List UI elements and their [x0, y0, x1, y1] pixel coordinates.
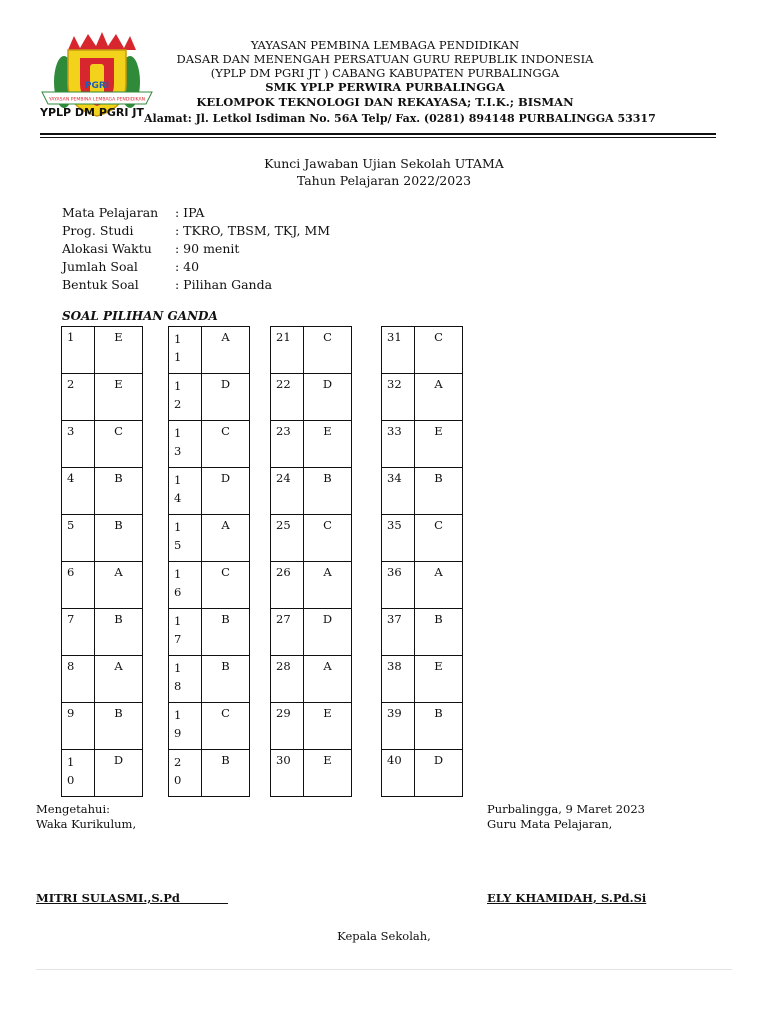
- question-number: 1 4: [169, 468, 202, 515]
- question-number: 40: [382, 750, 415, 797]
- answer-letter: E: [415, 421, 463, 468]
- section-title: SOAL PILIHAN GANDA: [62, 309, 218, 323]
- answer-row: [62, 515, 143, 562]
- question-number: 39: [382, 703, 415, 750]
- header-address: Alamat: Jl. Letkol Isdiman No. 56A Telp/ Fax. (0281) 894148 PURBALINGGA 53317: [144, 112, 656, 125]
- answer-row: [169, 750, 250, 797]
- answer-row: [271, 562, 352, 609]
- header-branch: (YPLP DM PGRI JT ) CABANG KABUPATEN PURBALINGGA: [210, 66, 560, 80]
- answer-letter: E: [95, 327, 143, 374]
- answer-letter: D: [95, 750, 143, 797]
- answer-row: [271, 750, 352, 797]
- question-number: 1 3: [169, 421, 202, 468]
- sig-right-role: Guru Mata Pelajaran,: [487, 817, 613, 831]
- question-number: 22: [271, 374, 304, 421]
- answer-letter: C: [95, 421, 143, 468]
- question-number: 1 9: [169, 703, 202, 750]
- answer-letter: B: [415, 609, 463, 656]
- question-number: 23: [271, 421, 304, 468]
- answer-row: [271, 374, 352, 421]
- question-number: 35: [382, 515, 415, 562]
- doc-title: Kunci Jawaban Ujian Sekolah UTAMA: [264, 156, 504, 171]
- answer-letter: A: [95, 562, 143, 609]
- question-number: 1 1: [169, 327, 202, 374]
- question-number: 5: [62, 515, 95, 562]
- question-number: 25: [271, 515, 304, 562]
- question-number: 1 2: [169, 374, 202, 421]
- question-number: 27: [271, 609, 304, 656]
- answer-row: [169, 421, 250, 468]
- answer-row: [62, 562, 143, 609]
- answer-row: [62, 327, 143, 374]
- answer-letter: B: [415, 703, 463, 750]
- header-group: KELOMPOK TEKNOLOGI DAN REKAYASA; T.I.K.; BISMAN: [196, 95, 574, 109]
- question-number: 24: [271, 468, 304, 515]
- question-number: 37: [382, 609, 415, 656]
- answer-row: [382, 750, 463, 797]
- answer-letter: C: [415, 327, 463, 374]
- answer-letter: D: [202, 374, 250, 421]
- answer-row: [62, 750, 143, 797]
- question-number: 9: [62, 703, 95, 750]
- answer-row: [169, 656, 250, 703]
- question-number: 33: [382, 421, 415, 468]
- answer-row: [271, 609, 352, 656]
- answer-letter: B: [202, 750, 250, 797]
- question-number: 6: [62, 562, 95, 609]
- answer-letter: C: [304, 515, 352, 562]
- question-number: 32: [382, 374, 415, 421]
- answer-letter: B: [202, 609, 250, 656]
- answer-letter: B: [95, 468, 143, 515]
- answer-letter: C: [304, 327, 352, 374]
- answer-letter: B: [202, 656, 250, 703]
- answer-row: [271, 468, 352, 515]
- question-number: 1 5: [169, 515, 202, 562]
- answer-row: [169, 374, 250, 421]
- sig-left-role: Waka Kurikulum,: [36, 817, 137, 831]
- answer-table-1: [61, 326, 143, 797]
- sig-left-name: MITRI SULASMI.,S.Pd: [36, 891, 180, 905]
- answer-row: [62, 468, 143, 515]
- answer-letter: D: [304, 374, 352, 421]
- answer-table-4: [381, 326, 463, 797]
- answer-letter: D: [304, 609, 352, 656]
- question-number: 7: [62, 609, 95, 656]
- question-number: 1 7: [169, 609, 202, 656]
- sig-left-ack: Mengetahui:: [36, 802, 110, 816]
- answer-table-3: [270, 326, 352, 797]
- question-number: 36: [382, 562, 415, 609]
- question-number: 30: [271, 750, 304, 797]
- answer-row: [62, 421, 143, 468]
- answer-letter: A: [304, 562, 352, 609]
- answer-row: [382, 656, 463, 703]
- answer-row: [62, 703, 143, 750]
- answer-row: [271, 327, 352, 374]
- answer-letter: A: [304, 656, 352, 703]
- answer-letter: B: [304, 468, 352, 515]
- question-number: 38: [382, 656, 415, 703]
- answer-row: [62, 609, 143, 656]
- answer-letter: B: [95, 609, 143, 656]
- header-school: SMK YPLP PERWIRA PURBALINGGA: [265, 80, 505, 94]
- answer-row: [382, 468, 463, 515]
- header-rule-thin: [40, 137, 716, 138]
- logo-ribbon-text: YAYASAN PEMBINA LEMBAGA PENDIDIKAN: [48, 97, 146, 103]
- question-number: 1 0: [62, 750, 95, 797]
- answer-letter: E: [95, 374, 143, 421]
- answer-letter: A: [202, 327, 250, 374]
- question-number: 4: [62, 468, 95, 515]
- question-number: 34: [382, 468, 415, 515]
- page-bottom-divider: [36, 969, 732, 970]
- answer-row: [382, 421, 463, 468]
- answer-letter: C: [202, 703, 250, 750]
- question-number: 3: [62, 421, 95, 468]
- info-row-subject: Mata Pelajaran : IPA: [62, 205, 205, 220]
- logo-caption: YPLP DM PGRI JT: [40, 106, 144, 119]
- info-row-program: Prog. Studi : TKRO, TBSM, TKJ, MM: [62, 223, 331, 238]
- answer-row: [62, 374, 143, 421]
- question-number: 21: [271, 327, 304, 374]
- logo-text: PGRI: [84, 81, 110, 91]
- answer-row: [382, 515, 463, 562]
- answer-letter: D: [415, 750, 463, 797]
- answer-row: [169, 562, 250, 609]
- answer-row: [169, 515, 250, 562]
- question-number: 2: [62, 374, 95, 421]
- doc-year: Tahun Pelajaran 2022/2023: [296, 173, 472, 188]
- answer-letter: A: [415, 562, 463, 609]
- answer-row: [382, 374, 463, 421]
- answer-row: [271, 421, 352, 468]
- sig-principal: Kepala Sekolah,: [337, 929, 431, 943]
- answer-row: [382, 562, 463, 609]
- answer-letter: E: [304, 750, 352, 797]
- answer-letter: A: [415, 374, 463, 421]
- question-number: 31: [382, 327, 415, 374]
- answer-row: [382, 703, 463, 750]
- info-row-duration: Alokasi Waktu : 90 menit: [62, 241, 240, 256]
- answer-letter: B: [95, 703, 143, 750]
- header-level: DASAR DAN MENENGAH PERSATUAN GURU REPUBLIK INDONESIA: [176, 52, 594, 66]
- answer-row: [271, 703, 352, 750]
- answer-row: [62, 656, 143, 703]
- header-foundation: YAYASAN PEMBINA LEMBAGA PENDIDIKAN: [250, 38, 520, 52]
- answer-letter: A: [95, 656, 143, 703]
- answer-table-2: [168, 326, 250, 797]
- answer-row: [169, 703, 250, 750]
- answer-letter: E: [415, 656, 463, 703]
- sig-right-name: ELY KHAMIDAH, S.Pd.Si: [487, 891, 647, 905]
- answer-letter: C: [415, 515, 463, 562]
- answer-letter: A: [202, 515, 250, 562]
- question-number: 1: [62, 327, 95, 374]
- answer-row: [271, 515, 352, 562]
- answer-row: [271, 656, 352, 703]
- answer-row: [169, 468, 250, 515]
- question-number: 29: [271, 703, 304, 750]
- question-number: 1 8: [169, 656, 202, 703]
- question-number: 8: [62, 656, 95, 703]
- answer-letter: E: [304, 703, 352, 750]
- answer-row: [382, 327, 463, 374]
- answer-letter: B: [95, 515, 143, 562]
- question-number: 28: [271, 656, 304, 703]
- info-row-count: Jumlah Soal : 40: [62, 259, 200, 274]
- answer-row: [169, 609, 250, 656]
- question-number: 26: [271, 562, 304, 609]
- question-number: 2 0: [169, 750, 202, 797]
- answer-row: [169, 327, 250, 374]
- answer-letter: D: [202, 468, 250, 515]
- answer-letter: C: [202, 562, 250, 609]
- sig-right-date: Purbalingga, 9 Maret 2023: [487, 802, 645, 816]
- answer-letter: E: [304, 421, 352, 468]
- answer-letter: C: [202, 421, 250, 468]
- header-rule-thick: [40, 133, 716, 135]
- question-number: 1 6: [169, 562, 202, 609]
- answer-row: [382, 609, 463, 656]
- answer-letter: B: [415, 468, 463, 515]
- info-row-type: Bentuk Soal : Pilihan Ganda: [62, 277, 273, 292]
